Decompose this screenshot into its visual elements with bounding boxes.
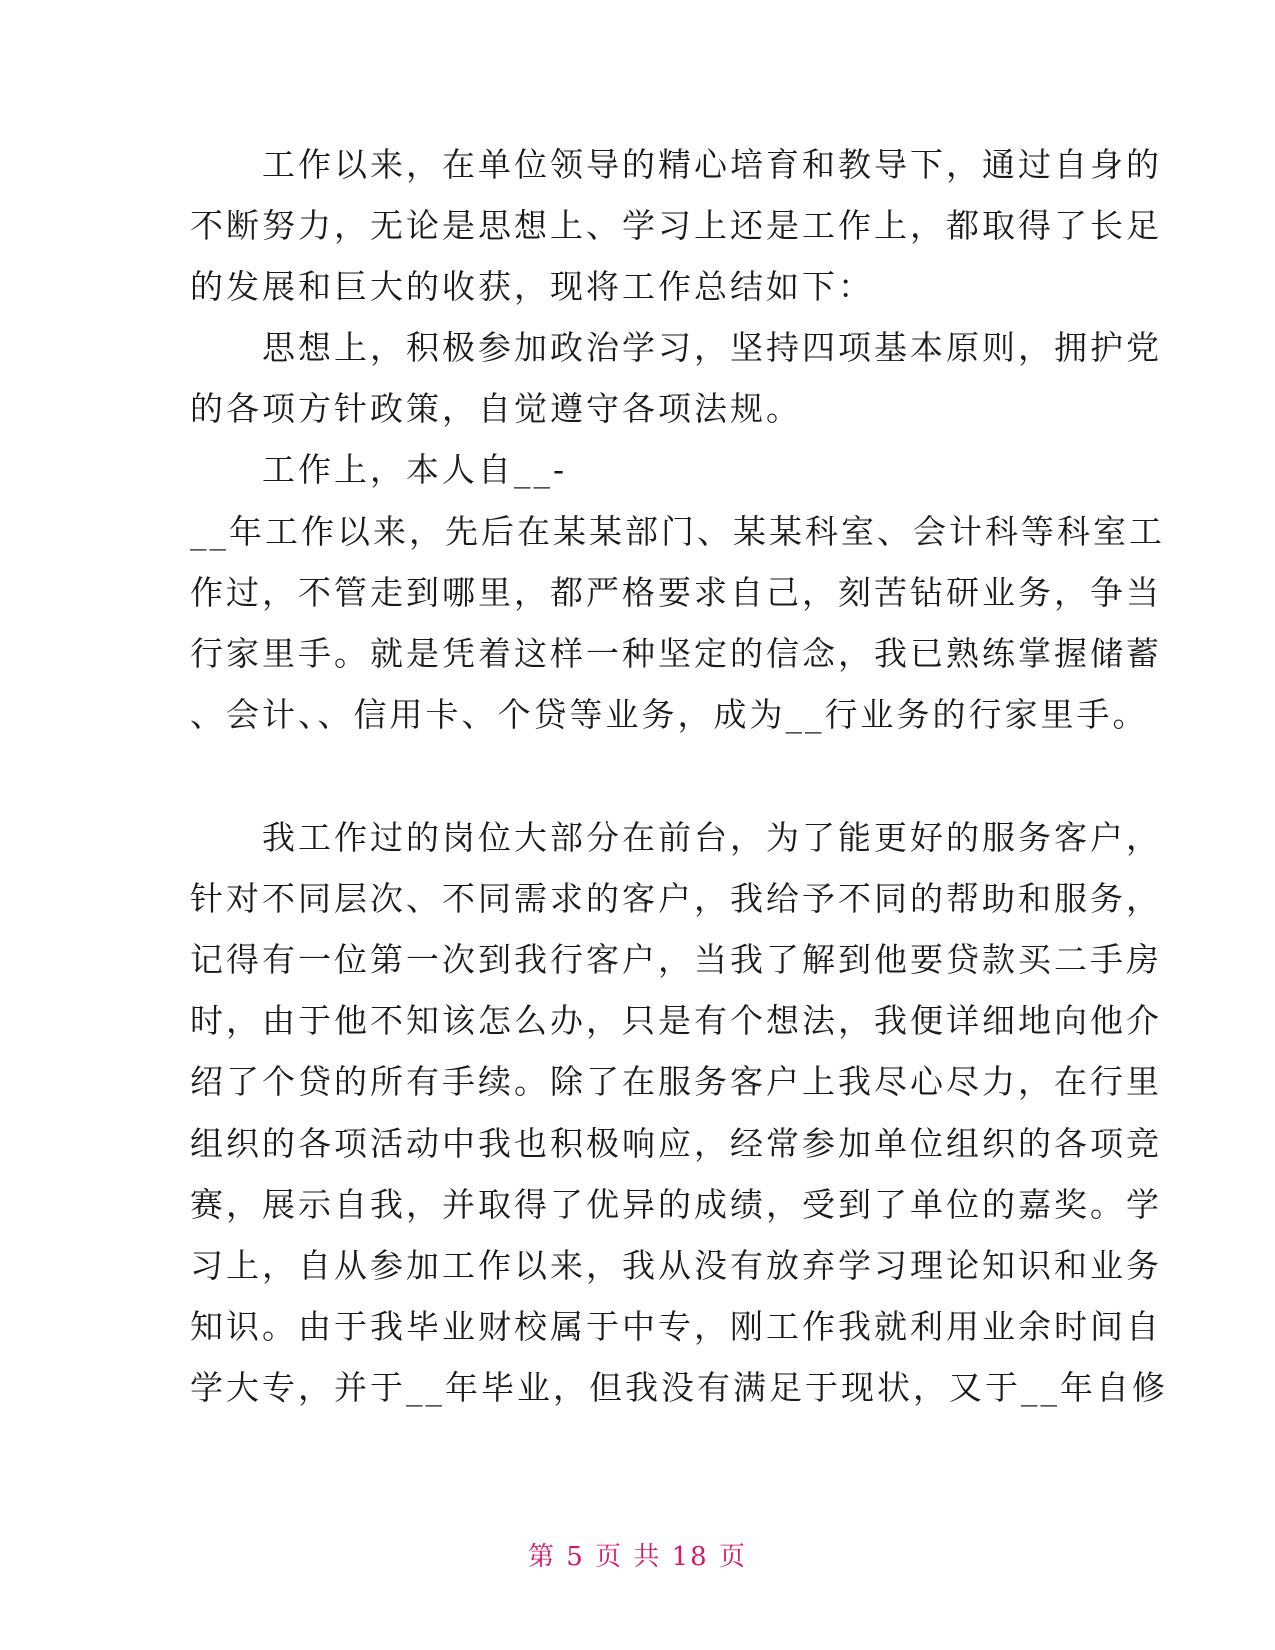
body-line: 赛，展示自我，并取得了优异的成绩，受到了单位的嘉奖。学 [190,1185,1162,1224]
body-line: 时，由于他不知该怎么办，只是有个想法，我便详细地向他介 [190,1001,1162,1040]
body-line: __年工作以来，先后在某某部门、某某科室、会计科等科室工 [190,512,1165,551]
body-line: 针对不同层次、不同需求的客户，我给予不同的帮助和服务， [190,879,1162,918]
body-line: 绍了个贷的所有手续。除了在服务客户上我尽心尽力，在行里 [190,1062,1162,1101]
body-line: 工作上，本人自__- [190,450,568,489]
body-line: 习上，自从参加工作以来，我从没有放弃学习理论知识和业务 [190,1246,1162,1285]
body-line: 、会计、、信用卡、个贷等业务，成为__行业务的行家里手。 [190,695,1149,734]
body-line: 不断努力，无论是思想上、学习上还是工作上，都取得了长足 [190,206,1162,245]
body-line: 的发展和巨大的收获，现将工作总结如下： [190,267,874,306]
body-line: 知识。由于我毕业财校属于中专，刚工作我就利用业余时间自 [190,1307,1162,1346]
body-line: 工作以来，在单位领导的精心培育和教导下，通过自身的 [190,145,1162,184]
body-line: 我工作过的岗位大部分在前台，为了能更好的服务客户， [190,818,1162,857]
page-number-footer: 第 5 页 共 18 页 [528,1542,747,1572]
body-line: 组织的各项活动中我也积极响应，经常参加单位组织的各项竞 [190,1124,1162,1163]
body-line: 记得有一位第一次到我行客户，当我了解到他要贷款买二手房 [190,940,1162,979]
body-line: 作过，不管走到哪里，都严格要求自己，刻苦钻研业务，争当 [190,573,1162,612]
body-line: 学大专，并于__年毕业，但我没有满足于现状，又于__年自修 [190,1368,1168,1407]
body-line: 行家里手。就是凭着这样一种坚定的信念，我已熟练掌握储蓄 [190,634,1162,673]
body-line: 的各项方针政策，自觉遵守各项法规。 [190,389,802,428]
body-line: 思想上，积极参加政治学习，坚持四项基本原则，拥护党 [190,328,1162,367]
